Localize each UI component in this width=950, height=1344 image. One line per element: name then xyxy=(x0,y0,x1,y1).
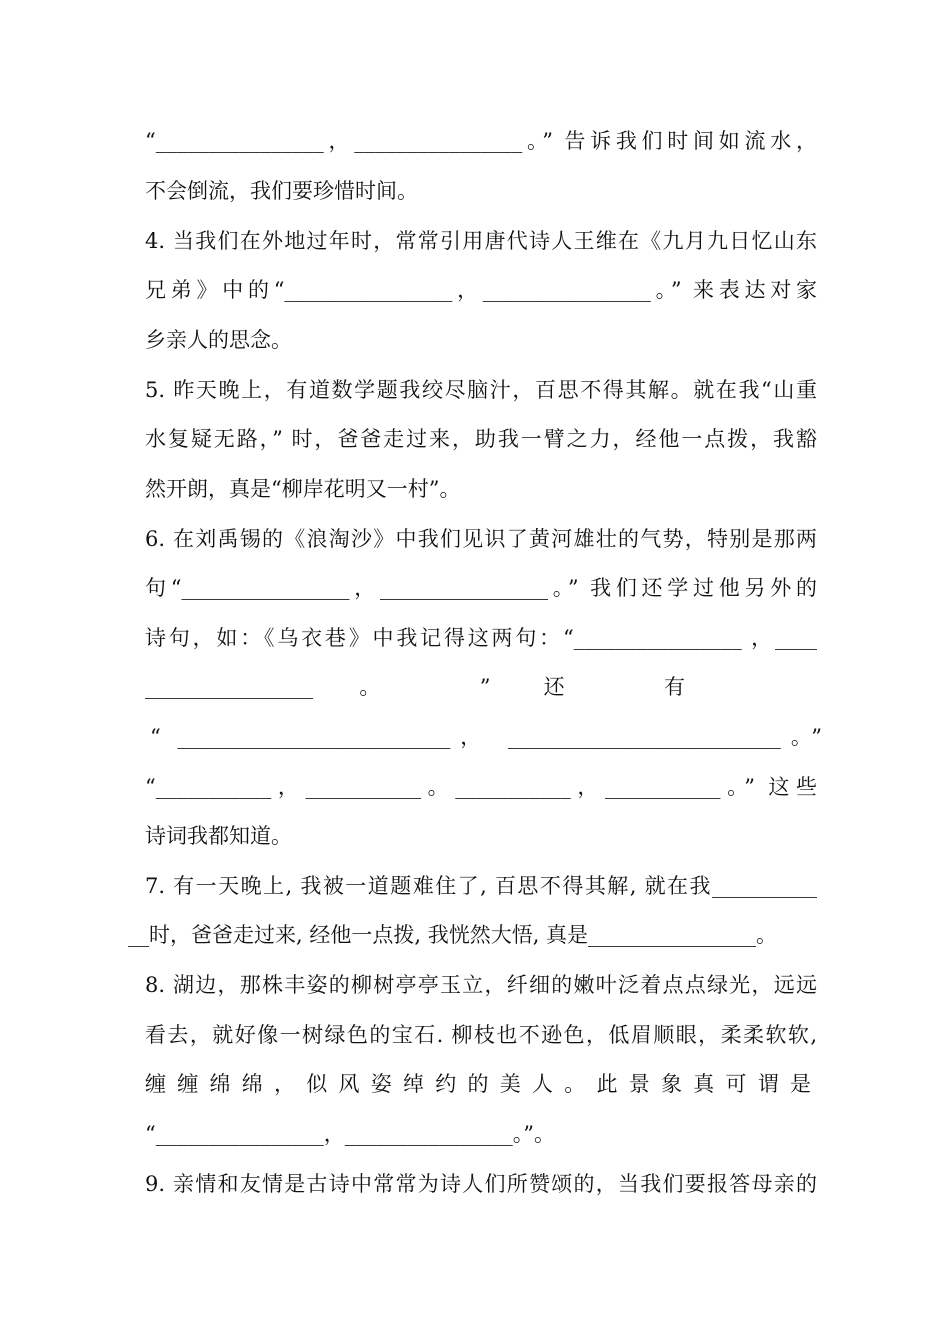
text-line: 兄弟》中的“________________，________________。” 来表达对家 xyxy=(145,278,817,302)
text-line: “________________，________________。”。 xyxy=(145,1122,555,1146)
text-line: 缠缠绵绵，似风姿绰约的美人。此景象真可谓是 xyxy=(145,1072,817,1096)
text-line: 7. 有一天晚上, 我被一道题难住了, 百思不得其解, 就在我__________ xyxy=(145,874,817,898)
text-line: “ __________________________， __________________________。” xyxy=(150,725,822,749)
text-line: 句“________________，________________。” 我们还学过他另外的 xyxy=(145,576,817,600)
text-line: 乡亲人的思念。 xyxy=(145,328,292,352)
text-line: 不会倒流，我们要珍惜时间。 xyxy=(145,179,418,203)
text-line: 看去，就好像一树绿色的宝石. 柳枝也不逊色，低眉顺眼，柔柔软软, xyxy=(145,1023,817,1047)
text-line: 4. 当我们在外地过年时，常常引用唐代诗人王维在《九月九日忆山东 xyxy=(145,229,817,253)
text-line: 9. 亲情和友情是古诗中常常为诗人们所赞颂的，当我们要报答母亲的 xyxy=(145,1172,817,1196)
text-line: “___________，___________。___________，___________。” 这些 xyxy=(145,775,817,799)
text-line: 水复疑无路，” 时，爸爸走过来，助我一臂之力，经他一点拨，我豁 xyxy=(145,427,817,451)
text-line: 8. 湖边，那株丰姿的柳树亭亭玉立，纤细的嫩叶泛着点点绿光，远远 xyxy=(145,973,817,997)
text-line: ________________。 ” 还 有 xyxy=(145,675,685,699)
text-line: “________________，________________。” 告诉我们时间如流水， xyxy=(145,129,817,153)
text-line: 诗词我都知道。 xyxy=(145,824,292,848)
text-line: 然开朗，真是“柳岸花明又一村”。 xyxy=(145,477,461,501)
text-line: 6. 在刘禹锡的《浪淘沙》中我们见识了黄河雄壮的气势，特别是那两 xyxy=(145,527,817,551)
text-line: 5. 昨天晚上，有道数学题我绞尽脑汁，百思不得其解。就在我“山重 xyxy=(145,378,817,402)
text-line: __时，爸爸走过来, 经他一点拨, 我恍然大悟, 真是________________。 xyxy=(128,923,778,947)
text-line: 诗句，如：《乌衣巷》中我记得这两句：“________________ ，____ xyxy=(145,626,817,650)
